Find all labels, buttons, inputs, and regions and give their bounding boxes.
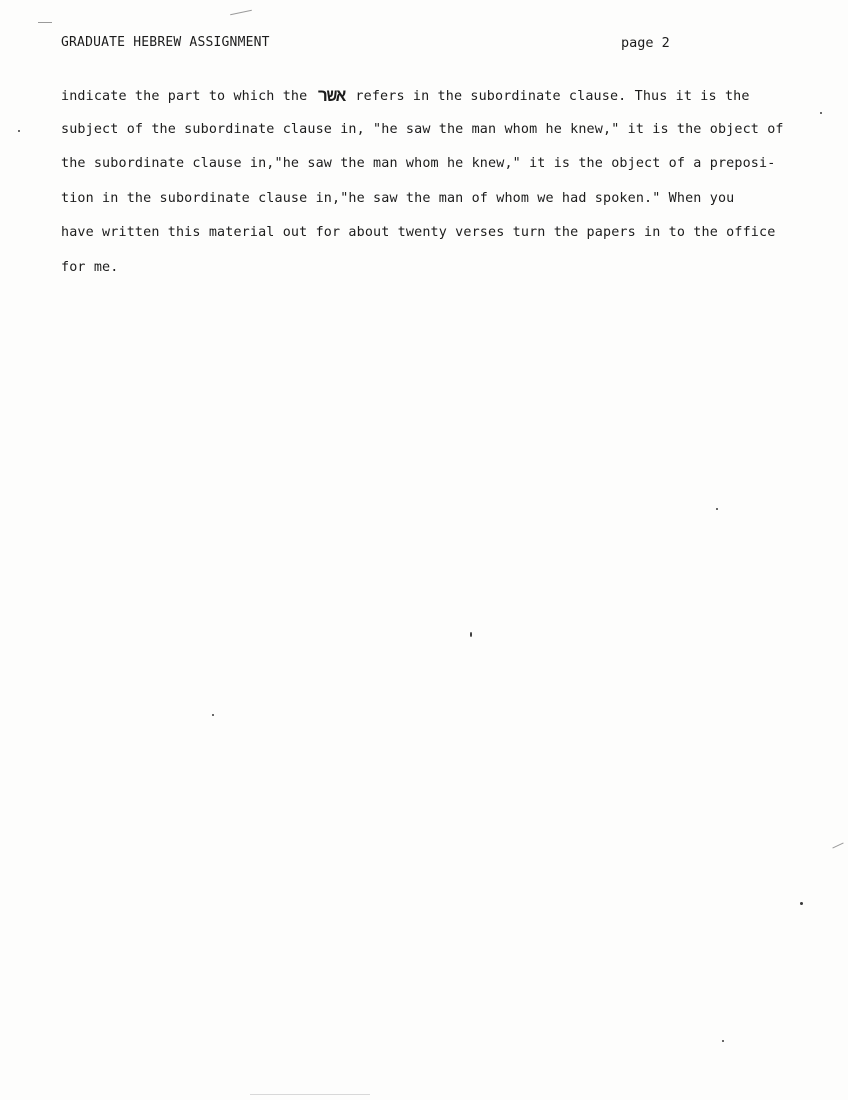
body-line-1 — [61, 86, 811, 121]
paper-speck — [800, 902, 803, 905]
paper-speck — [722, 1040, 724, 1042]
scan-mark — [250, 1094, 370, 1095]
body-line-1-after: refers in the subordinate clause. Thus it is the — [355, 89, 750, 104]
scan-mark — [38, 22, 52, 23]
paper-speck — [820, 112, 822, 114]
paper-speck — [716, 508, 718, 510]
page-number: page 2 — [621, 35, 670, 51]
paper-speck — [212, 714, 214, 716]
body-line-5: have written this material out for about twenty verses turn the papers in to the office — [61, 225, 776, 241]
hebrew-word: אשר — [317, 86, 346, 106]
body-line-3: the subordinate clause in,"he saw the man whom he knew," it is the object of a preposi- — [61, 156, 776, 172]
body-line-1-before: indicate the part to which the — [61, 89, 308, 104]
body-line-6: for me. — [61, 259, 119, 275]
body-line-2: subject of the subordinate clause in, "he saw the man whom he knew," it is the object of — [61, 121, 784, 137]
scan-mark — [230, 10, 252, 16]
scan-mark — [832, 843, 843, 849]
assignment-body — [61, 86, 811, 294]
document-header-title: GRADUATE HEBREW ASSIGNMENT — [61, 35, 270, 50]
body-line-4: tion in the subordinate clause in,"he saw the man of whom we had spoken." When you — [61, 190, 735, 206]
paper-speck — [18, 130, 20, 132]
paper-speck — [470, 632, 472, 637]
